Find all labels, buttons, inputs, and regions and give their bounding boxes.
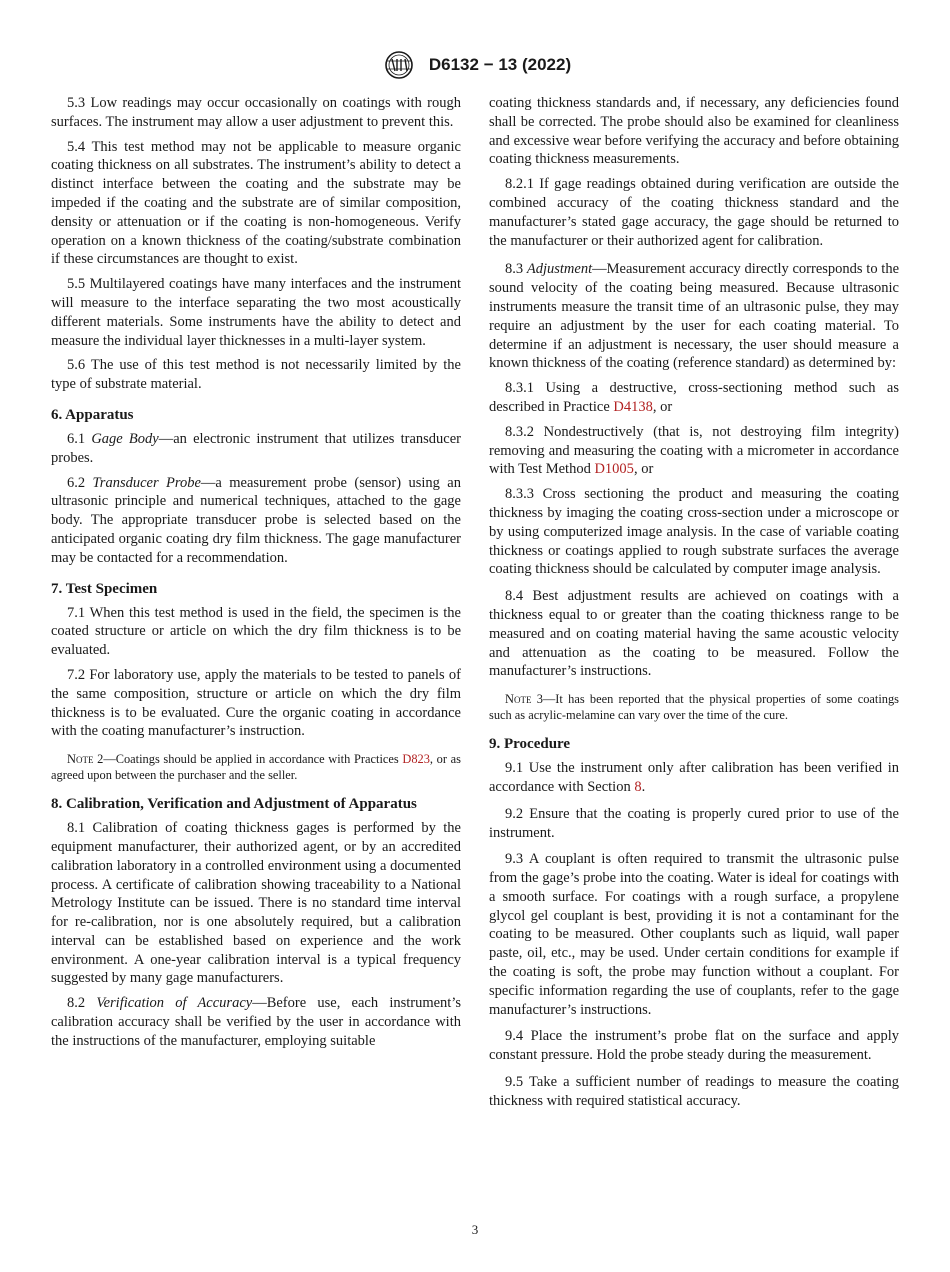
- page-header: [0, 50, 950, 80]
- note-2: Note 2—Coatings should be applied in accordance with Practices D823, or as agreed upon between the purchaser and the seller.: [51, 752, 461, 783]
- page-number: 3: [471, 1222, 479, 1237]
- paragraph-8-2-continued: coating thickness standards and, if necessary, any deficiencies found shall be corrected. The probe should also be examined for cleanliness and excessive wear before verifying the accuracy and before obtaining coating thickness measurements.: [489, 95, 899, 168]
- paragraph-9-4: 9.4 Place the instrument’s probe flat on the surface and apply constant pressure. Hold the probe steady during the measurement.: [489, 1028, 899, 1064]
- section-heading-6: 6. Apparatus: [51, 406, 134, 423]
- standard-designation: D6132 − 13 (2022): [428, 55, 572, 74]
- paragraph-9-5: 9.5 Take a sufficient number of readings to measure the coating thickness with required statistical accuracy.: [489, 1074, 899, 1109]
- paragraph-8-2: 8.2 Verification of Accuracy—Before use, each instrument’s calibration accuracy shall be verified by the user in accordance with the instructions of the manufacturer, employing suitable: [51, 995, 462, 1049]
- left-column: [51, 94, 461, 1057]
- paragraph-9-3: 9.3 A couplant is often required to transmit the ultrasonic pulse from the gage’s probe into the coating. Water is ideal for coatings with a smooth surface. For coatings with a rough surface, a propylene glycol gel couplant is best, providing it is not a contaminant for the coating to be measured. Other couplants such as liquid, wall paper paste, oil, etc., may be used. Under certain conditions for example if the coating is soft, the probe may function without a couplant. For specific information regarding the use of couplants, refer to the gage manufacturer’s instructions.: [489, 851, 899, 1018]
- paragraph-5-5: 5.5 Multilayered coatings have many interfaces and the instrument will measure to the interface separating the two most acoustically different materials. Some instruments have the ability to detect and measure the individual layer thicknesses in a multi-layer system.: [51, 276, 461, 349]
- paragraph-9-2: 9.2 Ensure that the coating is properly cured prior to use of the instrument.: [489, 805, 899, 841]
- paragraph-5-4: 5.4 This test method may not be applicable to measure organic coating thickness on all substrates. The instrument’s ability to detect a distinct interface between the coating and the substrate may be impeded if the coating and the substrate are of similar composition, density or attenuation or if the coating is non-homogeneous. Verify operation on a known thickness of the coating/substrate combination if these circumstances are thought to exist.: [51, 138, 461, 268]
- astm-logo-icon: [379, 50, 419, 80]
- paragraph-7-2: 7.2 For laboratory use, apply the materials to be tested to panels of the same composition, structure or article on which the dry film thickness is to be evaluated. Cure the organic coating in accordance with the coating manufacturer’s instruction.: [51, 666, 461, 740]
- link-d4138[interactable]: D4138: [613, 398, 653, 415]
- paragraph-8-3-2: 8.3.2 Nondestructively (that is, not destroying film integrity) removing and measuring the coating with a micrometer in accordance with Test Method D1005, or: [489, 423, 899, 478]
- paragraph-8-3: 8.3 Adjustment—Measurement accuracy directly corresponds to the sound velocity of the coating being measured. Because ultrasonic instruments measure the transit time of an ultrasonic pulse, they may require an adjustment by the user for each coating material. To determine if an adjustment is necessary, the user should measure a known thickness of the coating (reference standard) as determined by:: [489, 261, 900, 372]
- paragraph-8-2-1: 8.2.1 If gage readings obtained during verification are outside the combined accuracy of the coating thickness standard and the manufacturer’s stated gage accuracy, the gage should be returned to the manufacturer or their authorized agent for calibration.: [489, 176, 899, 249]
- link-d823[interactable]: D823: [402, 752, 430, 767]
- link-section-8[interactable]: 8: [634, 778, 642, 795]
- right-column: [489, 94, 899, 1117]
- paragraph-8-4: 8.4 Best adjustment results are achieved on coatings with a thickness equal to or greater than the coating thickness range to be measured and on coating material having the same acoustic velocity and attenuation as the coating to be measured. Follow the manufacturer’s instructions.: [489, 588, 899, 680]
- section-heading-9: 9. Procedure: [489, 736, 571, 753]
- paragraph-8-3-3: 8.3.3 Cross sectioning the product and measuring the coating thickness by imaging the coating cross-section under a microscope or by using computerized image analysis. In the case of variable coating thickness or coatings applied to rough substrate surfaces the average coating thickness should be calculated by computer image analysis.: [489, 486, 899, 578]
- section-heading-8: 8. Calibration, Verification and Adjustment of Apparatus: [51, 796, 417, 813]
- paragraph-5-6: 5.6 The use of this test method is not necessarily limited by the type of substrate material.: [51, 357, 461, 393]
- paragraph-5-3: 5.3 Low readings may occur occasionally on coatings with rough surfaces. The instrument may allow a user adjustment to prevent this.: [51, 95, 461, 130]
- paragraph-7-1: 7.1 When this test method is used in the field, the specimen is the coated structure or article on which the dry film thickness is to be evaluated.: [51, 604, 461, 659]
- section-heading-7: 7. Test Specimen: [51, 580, 158, 597]
- paragraph-8-1: 8.1 Calibration of coating thickness gages is performed by the equipment manufacturer, their authorized agent, or by an accredited calibration laboratory in a controlled environment using a documented process. A certificate of calibration showing traceability to a National Metrology Institute can be issued. There is no standard time interval for re-calibration, nor is one absolutely required, but a calibration interval can be established based on experience and the work environment. A one-year calibration interval is a typical frequency suggested by many gage manufacturers.: [51, 820, 461, 987]
- paragraph-6-1: 6.1 Gage Body—an electronic instrument that utilizes transducer probes.: [51, 430, 462, 466]
- paragraph-8-3-1: 8.3.1 Using a destructive, cross-sectioning method such as described in Practice D4138, or: [489, 380, 899, 415]
- note-3: Note 3—It has been reported that the physical properties of some coatings such as acrylic-melamine can vary over the time of the cure.: [489, 692, 899, 723]
- paragraph-9-1: 9.1 Use the instrument only after calibration has been verified in accordance with Section 8.: [489, 760, 899, 795]
- link-d1005[interactable]: D1005: [594, 461, 634, 478]
- paragraph-6-2: 6.2 Transducer Probe—a measurement probe (sensor) using an ultrasonic principle and numerical techniques, attached to the gage body. The appropriate transducer probe is selected based on the anticipated organic coating dry film thickness. The gage manufacturer may be contacted for a recommendation.: [51, 474, 461, 566]
